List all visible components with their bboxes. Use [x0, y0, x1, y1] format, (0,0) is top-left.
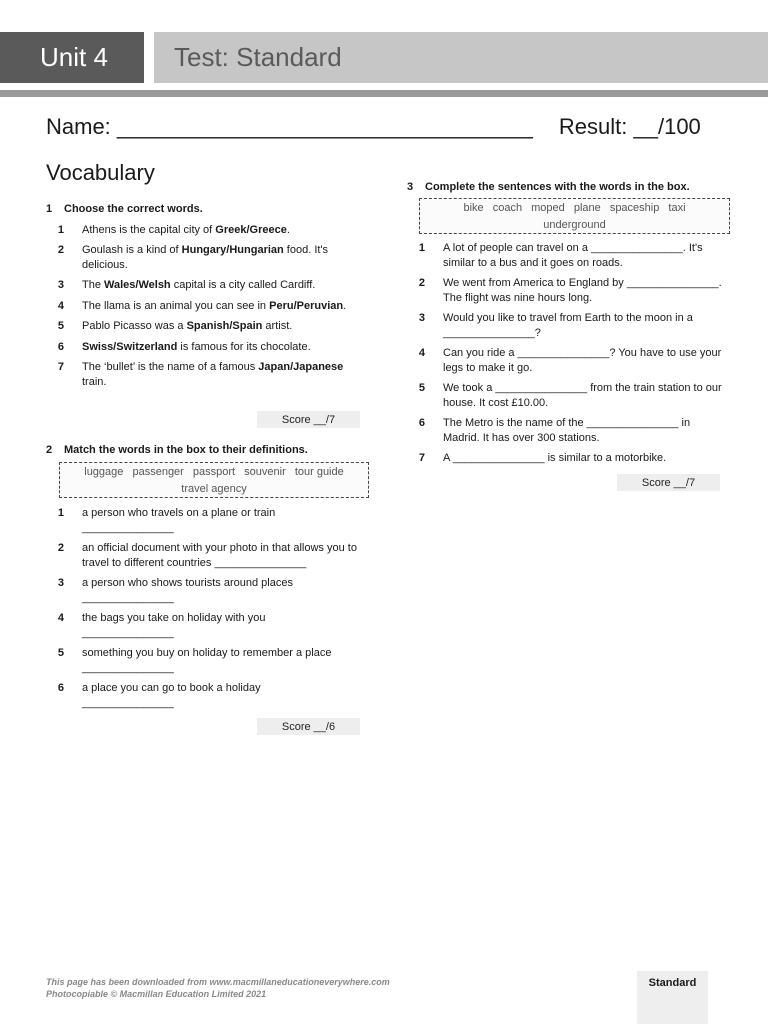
list-item: [46, 506, 368, 535]
item-text: Athens is the capital city of: [82, 223, 216, 236]
item-text[interactable]: an official document with your photo in that allows you to travel to different countries _______________: [82, 542, 357, 569]
footer-line: Photocopiable © Macmillan Education Limited 2021: [46, 989, 267, 999]
exercise-1: [46, 202, 366, 389]
item-number: 5: [57, 320, 64, 332]
item-number: 6: [57, 340, 64, 353]
exercise-1-heading: [46, 202, 366, 217]
list-item: [46, 223, 366, 238]
item-text: capital is a city called Cardiff.: [170, 279, 316, 291]
item-text[interactable]: A lot of people can travel on a _______________. It's similar to a bus and it goes on roads.: [443, 242, 703, 269]
item-text: .: [286, 223, 290, 236]
answer-blank[interactable]: _______________: [82, 626, 174, 639]
item-number: 1: [418, 242, 425, 254]
item-text: a person who travels on a plane or train: [82, 507, 276, 519]
unit-label: [0, 32, 144, 83]
list-item: [407, 276, 725, 305]
exercise-instruction: Complete the sentences with the words in the box.: [425, 181, 690, 193]
item-text: a place you can go to book a holiday: [82, 682, 261, 694]
word-box-line: [60, 481, 368, 498]
section-title: Vocabulary: [46, 160, 155, 185]
result-field[interactable]: Result: __/100: [558, 114, 701, 139]
item-text[interactable]: We took a _______________ from the train station to our house. It cost £10.00.: [443, 382, 722, 409]
answer-blank[interactable]: _______________: [82, 696, 174, 709]
item-text: .: [343, 299, 347, 312]
score-box[interactable]: Score __/7: [257, 411, 360, 428]
box-word: luggage: [84, 466, 124, 478]
word-choice[interactable]: Wales/Welsh: [104, 279, 171, 291]
word-choice[interactable]: Spanish/Spain: [186, 320, 263, 332]
exercise-number: 2: [46, 444, 53, 456]
item-number: 1: [57, 507, 64, 519]
item-text[interactable]: A _______________ is similar to a motorbike.: [443, 452, 667, 464]
list-item: [46, 360, 366, 389]
box-word: passport: [192, 466, 236, 478]
box-word: passenger: [132, 466, 184, 478]
item-text: is famous for its chocolate.: [177, 340, 311, 353]
exercise-3: [407, 235, 725, 466]
list-item: [46, 340, 366, 355]
list-item: [46, 646, 368, 675]
word-box-line: [60, 464, 368, 481]
box-word: coach: [492, 202, 523, 214]
list-item: [46, 681, 368, 710]
item-text: a person who shows tourists around places: [82, 577, 293, 589]
box-word: bike: [463, 202, 484, 214]
item-number: 2: [418, 277, 425, 289]
answer-blank[interactable]: _______________: [82, 591, 174, 604]
item-text: The ‘bullet’ is the name of a famous: [82, 361, 259, 373]
item-number: 3: [57, 279, 64, 291]
item-number: 3: [57, 577, 64, 589]
exercise-2: [46, 500, 368, 710]
exercise-3-heading: [407, 180, 725, 195]
item-number: 6: [57, 682, 64, 694]
item-number: 4: [57, 299, 64, 312]
item-text[interactable]: The Metro is the name of the _______________ in Madrid. It has over 300 stations.: [443, 417, 691, 444]
box-word: plane: [573, 202, 601, 214]
word-choice[interactable]: Peru/Peruvian: [269, 299, 344, 312]
item-number: 4: [57, 612, 64, 624]
box-word: souvenir: [244, 466, 286, 478]
box-word: spaceship: [609, 202, 660, 214]
exercise-2-heading-wrap: [46, 443, 368, 458]
item-text: Goulash is a kind of: [82, 244, 182, 256]
list-item: [46, 541, 368, 570]
exercise-number: 1: [46, 203, 53, 215]
list-item: [407, 451, 725, 466]
box-word: travel agency: [181, 483, 247, 495]
list-item: [407, 416, 725, 445]
exercise-number: 3: [407, 181, 414, 193]
header-rule: [0, 90, 768, 97]
word-choice[interactable]: Hungary/Hungarian: [181, 244, 284, 256]
footer-line: This page has been downloaded from www.macmillaneducationeverywhere.com: [46, 977, 390, 987]
answer-blank[interactable]: _______________: [82, 661, 174, 674]
name-field[interactable]: Name: __________________________________: [46, 114, 533, 139]
test-title-text: Test: Standard: [174, 42, 342, 72]
item-text: artist.: [262, 320, 293, 332]
list-item: [407, 346, 725, 375]
exercise-2-heading: [46, 443, 368, 458]
exercise-instruction: Choose the correct words.: [64, 203, 203, 215]
word-box-line: [420, 217, 729, 234]
exercise-3-heading-wrap: [407, 180, 725, 195]
item-number: 2: [57, 244, 64, 256]
item-text: The llama is an animal you can see in: [82, 299, 270, 312]
list-item: [46, 243, 366, 272]
test-title: [154, 32, 768, 83]
name-result-line: [46, 114, 701, 140]
item-number: 1: [57, 223, 64, 236]
score-box[interactable]: Score __/7: [617, 474, 720, 491]
word-choice[interactable]: Swiss/Switzerland: [82, 340, 178, 353]
word-box: [59, 462, 369, 498]
list-item: [46, 278, 366, 293]
item-number: 7: [418, 452, 425, 464]
score-box[interactable]: Score __/6: [257, 718, 360, 735]
word-box-line: [420, 200, 729, 217]
word-choice[interactable]: Japan/Japanese: [258, 361, 344, 373]
answer-blank[interactable]: _______________: [82, 521, 174, 534]
item-text[interactable]: We went from America to England by _______________. The flight was nine hours long.: [443, 277, 722, 304]
item-text: train.: [82, 375, 107, 388]
list-item: [407, 381, 725, 410]
item-number: 5: [57, 647, 64, 659]
item-number: 3: [418, 312, 425, 324]
box-word: tour guide: [294, 466, 344, 478]
item-number: 6: [418, 417, 425, 429]
item-text[interactable]: Would you like to travel from Earth to the moon in a _______________?: [443, 312, 693, 339]
unit-text: Unit 4: [40, 42, 108, 72]
item-text: something you buy on holiday to remember a place: [82, 647, 332, 659]
list-item: [46, 299, 366, 314]
item-text: Pablo Picasso was a: [82, 320, 187, 332]
footer-credits: [46, 976, 390, 1000]
item-text[interactable]: Can you ride a _______________? You have to use your legs to make it go.: [443, 347, 722, 374]
level-badge: Standard: [637, 971, 708, 1024]
item-text: The: [82, 279, 105, 291]
list-item: [46, 576, 368, 605]
box-word: moped: [531, 202, 565, 214]
list-item: [407, 311, 725, 340]
word-box: [419, 198, 730, 234]
box-word: underground: [543, 219, 606, 231]
list-item: [46, 611, 368, 640]
item-number: 7: [57, 361, 64, 373]
item-number: 4: [418, 347, 425, 359]
item-text: the bags you take on holiday with you: [82, 612, 266, 624]
exercise-instruction: Match the words in the box to their definitions.: [64, 444, 308, 456]
list-item: [407, 241, 725, 270]
item-number: 2: [57, 542, 64, 554]
item-number: 5: [418, 382, 425, 394]
list-item: [46, 319, 366, 334]
box-word: taxi: [668, 202, 686, 214]
word-choice[interactable]: Greek/Greece: [215, 223, 287, 236]
item-text: food. It's delicious.: [82, 244, 329, 271]
